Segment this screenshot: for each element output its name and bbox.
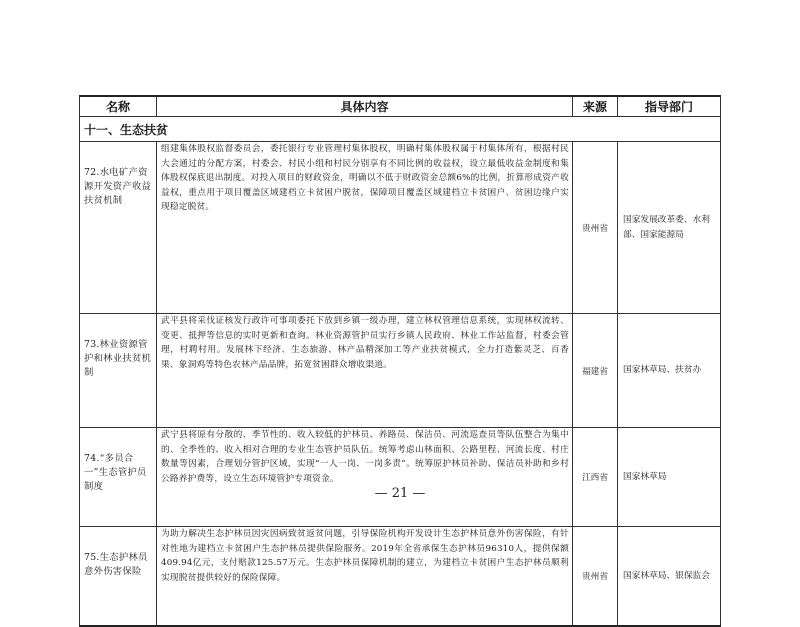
section-title: 十一、生态扶贫	[80, 117, 721, 142]
row-dept: 国家林草局、银保监会	[618, 527, 721, 627]
table-row	[80, 527, 721, 627]
header-content: 具体内容	[157, 96, 573, 117]
row-source: 福建省	[573, 314, 618, 428]
table-row	[80, 428, 721, 527]
row-dept: 国家发展改革委、水利部、国家能源局	[618, 142, 721, 314]
row-name: 74.“多员合一”生态管护员制度	[80, 428, 157, 527]
policy-table	[79, 95, 721, 627]
page-number: — 21 —	[374, 486, 426, 501]
header-dept: 指导部门	[618, 96, 721, 117]
row-source: 贵州省	[573, 527, 618, 627]
row-dept: 国家林草局、扶贫办	[618, 314, 721, 428]
row-content: 武宁县将原有分散的、季节性的、收入较低的护林员、养路员、保洁员、河流巡查员等队伍整合为集中的、全季性的、收入相对合理的专业生态管护员队伍。统筹考虑山林面积、公路里程、河流长度、村庄数量等因素，合理划分管护区域，实现“一人一岗、一岗多责”。统筹原护林员补助、保洁员补助和乡村公路养护费等，设立生态环境管护专项资金。	[157, 428, 573, 527]
row-content: 武平县将采伐证核发行政许可事项委托下放到乡镇一级办理，建立林权管理信息系统，实现林权流转、变更、抵押等信息的实时更新和查询。林业资源管护员实行乡镇人民政府、林业工作站监督，村委会管理，村聘村用。发展林下经济、生态旅游、林产品精深加工等产业扶贫模式，全力打造紫灵芝、百香果、象洞鸡等特色农林产品品牌，拓宽贫困群众增收渠道。	[157, 314, 573, 428]
row-name: 73.林业资源管护和林业扶贫机制	[80, 314, 157, 428]
row-dept: 国家林草局	[618, 428, 721, 527]
header-name: 名称	[80, 96, 157, 117]
row-name: 75.生态护林员意外伤害保险	[80, 527, 157, 627]
table-row	[80, 314, 721, 428]
section-row	[80, 117, 721, 142]
row-name: 72.水电矿产资源开发资产收益扶贫机制	[80, 142, 157, 314]
row-source: 江西省	[573, 428, 618, 527]
header-source: 来源	[573, 96, 618, 117]
row-content: 为助力解决生态护林员因灾因病致贫返贫问题，引导保险机构开发设计生态护林员意外伤害保险，有针对性地为建档立卡贫困户生态护林员提供保险服务。2019年全省承保生态护林员96310人，提供保额409.94亿元，支付赔款125.57万元。生态护林员保障机制的建立，为建档立卡贫困户生态护林员顺利实现脱贫提供较好的保险保障。	[157, 527, 573, 627]
table-row	[80, 142, 721, 314]
row-content: 组建集体股权监督委员会，委托银行专业管理村集体股权，明确村集体股权属于村集体所有，根据村民大会通过的分配方案，村委会、村民小组和村民分别享有不同比例的收益权，设立最低收益金制度和集体股权保底退出制度。对投入项目的财政资金，明确以不低于财政资金总额6%的比例，折算形成资产收益权，重点用于项目覆盖区域建档立卡贫困户脱贫，保障项目覆盖区域建档立卡贫困户、贫困边缘户实现稳定脱贫。	[157, 142, 573, 314]
row-source: 贵州省	[573, 142, 618, 314]
table-header-row	[80, 96, 721, 117]
